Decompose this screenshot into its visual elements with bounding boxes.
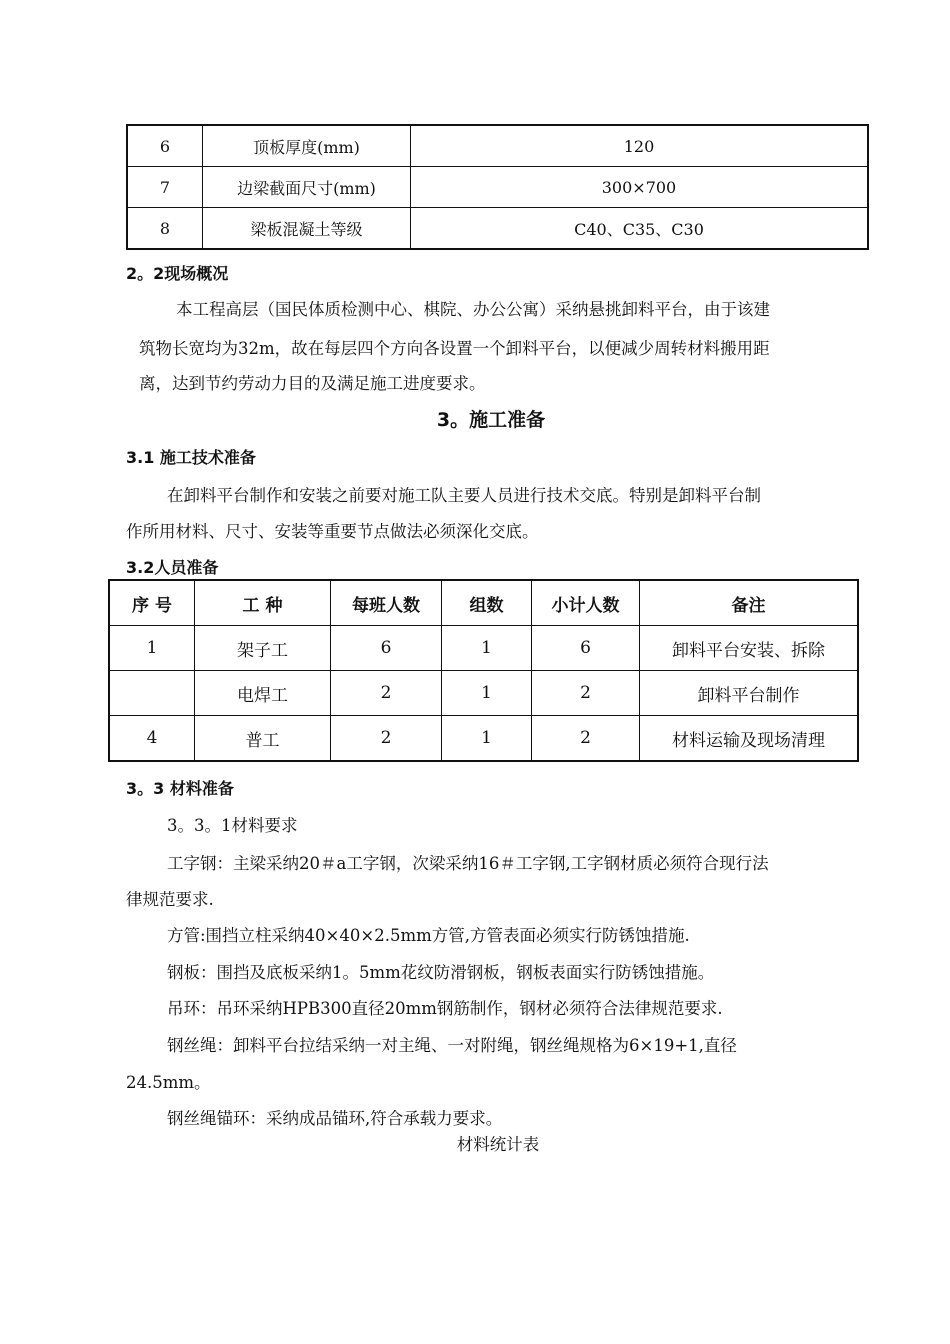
cell: 2 [331, 671, 442, 716]
table-row [109, 671, 858, 716]
cell [109, 671, 195, 716]
cell: 卸料平台制作 [640, 671, 859, 716]
table-row [109, 626, 858, 671]
cell: 1 [442, 626, 532, 671]
section-3-1-heading: 3.1 施工技术准备 [126, 448, 256, 467]
paragraph-line: 作所用材料、尺寸、安装等重要节点做法必须深化交底。 [126, 522, 539, 541]
spec-table [126, 124, 869, 250]
cell-value: 120 [411, 125, 869, 167]
cell: 1 [109, 626, 195, 671]
cell: 6 [532, 626, 640, 671]
cell: 1 [442, 716, 532, 762]
paragraph-line: 钢丝绳：卸料平台拉结采纳一对主绳、一对附绳，钢丝绳规格为6×19+1,直径 [167, 1036, 737, 1055]
cell: 1 [442, 671, 532, 716]
cell-item: 边梁截面尺寸(mm) [203, 167, 411, 208]
cell: 普工 [195, 716, 331, 762]
paragraph-line: 吊环：吊环采纳HPB300直径20mm钢筋制作，钢材必须符合法律规范要求. [167, 999, 723, 1018]
cell-item: 顶板厚度(mm) [203, 125, 411, 167]
cell: 卸料平台安装、拆除 [640, 626, 859, 671]
header-cell: 组数 [442, 580, 532, 626]
section-2-2-heading: 2。2现场概况 [126, 264, 229, 283]
cell-value: 300×700 [411, 167, 869, 208]
cell: 架子工 [195, 626, 331, 671]
cell-value: C40、C35、C30 [411, 208, 869, 250]
paragraph-line: 钢丝绳锚环：采纳成品锚环,符合承载力要求。 [167, 1109, 503, 1128]
table-caption: 材料统计表 [456, 1135, 540, 1154]
section-3-3-heading: 3。3 材料准备 [126, 779, 234, 798]
paragraph-line: 24.5mm。 [126, 1073, 211, 1092]
subsection-heading: 3。3。1材料要求 [167, 816, 298, 835]
cell: 2 [532, 716, 640, 762]
table-row [127, 167, 868, 208]
paragraph-line: 工字钢：主梁采纳20＃a工字钢，次梁采纳16＃工字钢,工字钢材质必须符合现行法 [167, 854, 769, 873]
table-row [109, 716, 858, 762]
paragraph-line: 律规范要求. [126, 890, 214, 909]
paragraph-line: 在卸料平台制作和安装之前要对施工队主要人员进行技术交底。特别是卸料平台制 [167, 486, 761, 505]
section-3-2-heading: 3.2人员准备 [126, 558, 219, 577]
table-row [127, 125, 868, 167]
paragraph-line: 本工程高层（国民体质检测中心、棋院、办公公寓）采纳悬挑卸料平台，由于该建 [176, 300, 770, 319]
cell: 电焊工 [195, 671, 331, 716]
header-cell: 工 种 [195, 580, 331, 626]
cell: 4 [109, 716, 195, 762]
cell: 2 [331, 716, 442, 762]
cell: 6 [331, 626, 442, 671]
cell: 2 [532, 671, 640, 716]
cell-no: 7 [127, 167, 203, 208]
cell-item: 梁板混凝土等级 [203, 208, 411, 250]
staff-table [108, 579, 859, 762]
section-3-title: 3。施工准备 [436, 409, 546, 431]
paragraph-line: 钢板：围挡及底板采纳1。5mm花纹防滑钢板，钢板表面实行防锈蚀措施。 [167, 963, 715, 982]
header-cell: 每班人数 [331, 580, 442, 626]
cell: 材料运输及现场清理 [640, 716, 859, 762]
header-cell: 小计人数 [532, 580, 640, 626]
paragraph-line: 方管:围挡立柱采纳40×40×2.5mm方管,方管表面必须实行防锈蚀措施. [167, 926, 690, 945]
paragraph-line: 离，达到节约劳动力目的及满足施工进度要求。 [139, 374, 486, 393]
header-cell: 备注 [640, 580, 859, 626]
cell-no: 6 [127, 125, 203, 167]
table-row [127, 208, 868, 250]
table-header-row [109, 580, 858, 626]
header-cell: 序 号 [109, 580, 195, 626]
cell-no: 8 [127, 208, 203, 250]
paragraph-line: 筑物长宽均为32m，故在每层四个方向各设置一个卸料平台，以便减少周转材料搬用距 [139, 339, 770, 358]
